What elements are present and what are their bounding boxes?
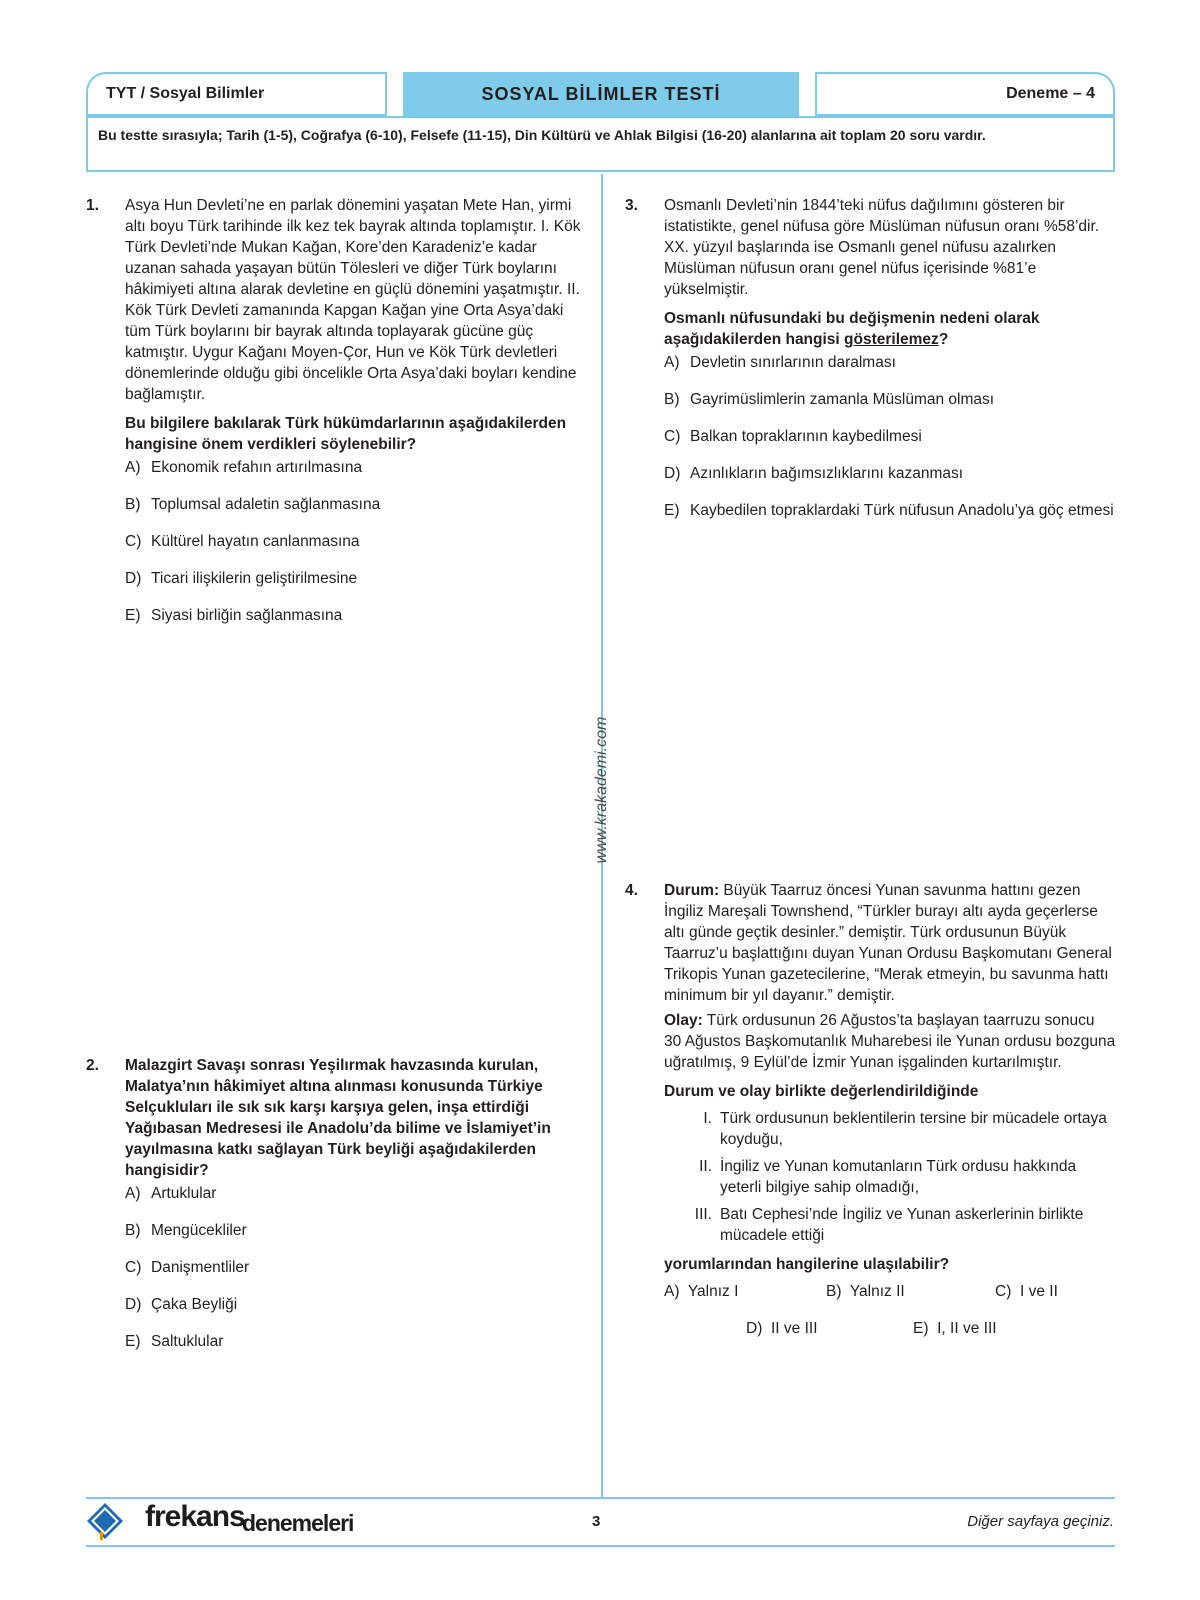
option-b[interactable]: B) Mengücekliler [125, 1222, 247, 1239]
answer-options [664, 1281, 1116, 1351]
question-number: 3. [625, 197, 638, 214]
test-info: Bu testte sırasıyla; Tarih (1-5), Coğrafya (6-10), Felsefe (11-15), Din Kültürü ve Ahlak Bilgisi (16-20) alanlarına ait toplam 20 soru vardır. [86, 116, 1115, 172]
negation-emphasis: gösterilemez [844, 331, 939, 348]
question-prompt: Durum ve olay birlikte değerlendirildiğinde [664, 1083, 979, 1100]
question-1 [86, 195, 583, 626]
question-prompt: Bu bilgilere bakılarak Türk hükümdarlarının aşağıdakilerden hangisine önem verdikleri söylenebilir? [125, 415, 567, 453]
question-4 [625, 880, 1116, 1351]
option-c[interactable]: C) Kültürel hayatın canlanmasına [125, 533, 360, 550]
brand-subtitle: denemeleri [242, 1510, 354, 1536]
question-stem: Malazgirt Savaşı sonrası Yeşilırmak havzasında kurulan, Malatya’nın hâkimiyet altına alınması konusunda Türkiye Selçukluları ile sık sık karşı karşıya gelen, inşa ettirdiği Yağıbasan Medresesi ile Anadolu’da bilime ve İslamiyet’in yayılmasına katkı sağlayan Türk beyliği aşağıdakilerden hangisidir? [125, 1057, 551, 1179]
question-prompt-2: yorumlarından hangilerine ulaşılabilir? [664, 1256, 950, 1273]
question-prompt: Osmanlı nüfusundaki bu değişmenin nedeni olarak aşağıdakilerden hangisi gösterilemez? [664, 310, 1040, 348]
statement-iii: III. Batı Cephesi’nde İngiliz ve Yunan askerlerinin birlikte mücadele ettiği [694, 1206, 1084, 1244]
option-b[interactable]: B) Yalnız II [826, 1283, 905, 1300]
option-a[interactable]: A) Devletin sınırlarının daralması [664, 354, 896, 371]
watermark: www.krakademi.com [593, 716, 610, 864]
option-e[interactable]: E) Kaybedilen topraklardaki Türk nüfusun Anadolu’ya göç etmesi [664, 502, 1114, 519]
option-c[interactable]: C) I ve II [995, 1283, 1058, 1300]
header-subject: TYT / Sosyal Bilimler [86, 72, 387, 116]
question-number: 4. [625, 882, 638, 899]
option-e[interactable]: E) Saltuklular [125, 1333, 224, 1350]
option-a[interactable]: A) Yalnız I [664, 1283, 739, 1300]
footer-divider-bottom [86, 1545, 1115, 1547]
statement-ii: II. İngiliz ve Yunan komutanların Türk ordusu hakkında yeterli bilgiye sahip olmadığı, [699, 1158, 1077, 1196]
footer-divider-top [86, 1497, 1115, 1499]
statement-i: I. Türk ordusunun beklentilerin tersine bir mücadele ortaya koyduğu, [703, 1110, 1107, 1148]
option-c[interactable]: C) Danişmentliler [125, 1259, 250, 1276]
option-c[interactable]: C) Balkan topraklarının kaybedilmesi [664, 428, 922, 445]
option-d[interactable]: D) Azınlıkların bağımsızlıklarını kazanması [664, 465, 964, 482]
question-number: 2. [86, 1057, 99, 1074]
question-3 [625, 195, 1116, 521]
option-e[interactable]: E) I, II ve III [913, 1320, 997, 1337]
durum-text: Durum: Büyük Taarruz öncesi Yunan savunma hattını gezen İngiliz Mareşali Townshend, “Türkler burayı altı ayda geçerlerse altı günde geçtik desinler.” demiştir. Türk ordusunun Büyük Taarruz’u başlattığını duyan Yunan Ordusu Başkomutanı General Trikopis Yunan gazetecilerine, “Merak etmeyin, bu savunma hattı minimum bir yıl dayanır.” demiştir. [664, 882, 1112, 1004]
brand-logo: frekans [145, 1500, 245, 1533]
option-b[interactable]: B) Gayrimüslimlerin zamanla Müslüman olması [664, 391, 995, 408]
option-d[interactable]: D) Ticari ilişkilerin geliştirilmesine [125, 570, 358, 587]
question-stem: Asya Hun Devleti’ne en parlak dönemini yaşatan Mete Han, yirmi altı boyu Türk tarihinde ilk kez tek bayrak altında toplamıştır. I. Kök Türk Devleti’nde Mukan Kağan, Kore’den Karadeniz’e kadar uzanan sahada yaşayan bütün Tölesleri ve diğer Türk boylarını hâkimiyeti altına alarak devletine en güçlü dönemini yaşatmıştır. II. Kök Türk Devleti zamanında Kapgan Kağan yine Orta Asya’daki tüm Türk boylarını bir bayrak altında toplayarak gücüne güç katmıştır. Uygur Kağanı Moyen-Çor, Hun ve Kök Türk devletleri dönemlerinde olduğu gibi öncelikle Orta Asya’daki boyları kendine bağlamıştır. [125, 197, 581, 403]
question-number: 1. [86, 197, 99, 214]
option-e[interactable]: E) Siyasi birliğin sağlanmasına [125, 607, 343, 624]
question-stem: Osmanlı Devleti’nin 1844’teki nüfus dağılımını gösteren bir istatistikte, genel nüfusa göre Müslüman nüfusun oranı %58’dir. XX. yüzyıl başlarında ise Osmanlı genel nüfusu azalırken Müslüman nüfusun oranı genel nüfus içerisinde %81’e yükselmiştir. [664, 197, 1100, 298]
option-d[interactable]: D) Çaka Beyliği [125, 1296, 238, 1313]
olay-text: Olay: Türk ordusunun 26 Ağustos’ta başlayan taarruzu sonucu 30 Ağustos Başkomutanlık Muharebesi ile Yunan ordusu bozguna uğratılmış, 9 Eylül’de İzmir Yunan işgalinden kurtarılmıştır. [664, 1012, 1116, 1071]
page-number: 3 [592, 1513, 601, 1530]
option-a[interactable]: A) Ekonomik refahın artırılmasına [125, 459, 363, 476]
option-a[interactable]: A) Artuklular [125, 1185, 217, 1202]
next-page-note: Diğer sayfaya geçiniz. [967, 1513, 1114, 1530]
kr-logo-icon [86, 1502, 124, 1540]
option-d[interactable]: D) II ve III [746, 1320, 818, 1337]
question-2 [86, 1055, 583, 1352]
exam-label: Deneme – 4 [815, 72, 1115, 116]
page-title: SOSYAL BİLİMLER TESTİ [403, 72, 799, 116]
option-b[interactable]: B) Toplumsal adaletin sağlanmasına [125, 496, 381, 513]
